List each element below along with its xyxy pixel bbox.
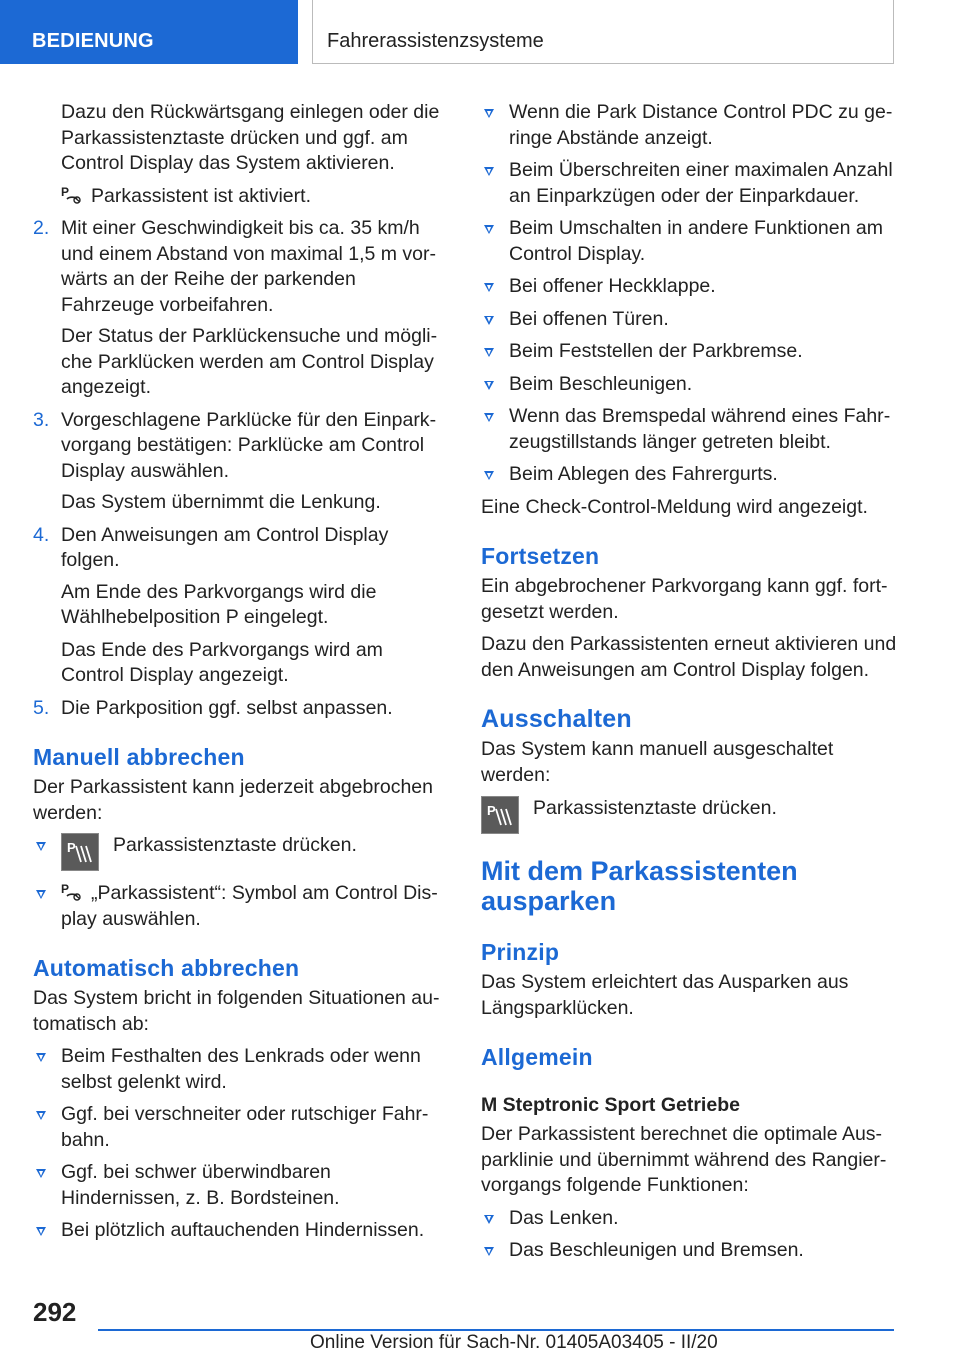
bullet-triangle-icon xyxy=(36,1227,46,1236)
prinzip-text: Das System erleichtert das Ausparken aus Längsparklücken. xyxy=(481,971,849,1019)
bullet-item xyxy=(481,100,901,151)
check-control-text: Eine Check-Control-Meldung wird angezeigt. xyxy=(481,495,868,518)
bullet-triangle-icon xyxy=(484,283,494,292)
bullet-text: „Parkassistent“: Symbol am Control Display auswählen. xyxy=(61,882,438,930)
bullet-triangle-icon xyxy=(484,109,494,118)
step-subtext: Das System übernimmt die Lenkung. xyxy=(61,491,381,513)
ausschalten-button-text: Parkassistenztaste drücken. xyxy=(533,797,777,819)
step-number: 5. xyxy=(33,696,50,719)
steptronic-text: Der Parkassistent berechnet die optimale Ausparklinie und übernimmt während des Rangiervorgangs folgende Funktionen: xyxy=(481,1123,887,1196)
bullet-item xyxy=(481,307,901,333)
bullet-triangle-icon xyxy=(484,1215,494,1224)
fortsetzen-text-2: Dazu den Parkassistenten erneut aktivieren und den Anweisungen am Control Display folgen. xyxy=(481,633,897,681)
step-number: 4. xyxy=(33,523,50,546)
bullet-item xyxy=(33,1044,448,1095)
step-5 xyxy=(33,696,448,722)
bullet-text: Beim Beschleunigen. xyxy=(509,372,693,395)
bullet-text: Bei offener Heckklappe. xyxy=(509,275,716,297)
bullet-triangle-icon xyxy=(484,225,494,234)
bullet-item xyxy=(481,1238,901,1264)
svg-text:P: P xyxy=(487,803,496,818)
bullet-text: Wenn die Park Distance Control PDC zu geringe Abstände anzeigt. xyxy=(509,101,893,149)
bullet-item xyxy=(33,1102,448,1153)
heading-manuell-abbrechen: Manuell abbrechen xyxy=(33,744,245,770)
bullet-item xyxy=(481,462,901,488)
bullet-text: Beim Umschalten in andere Funktionen am Control Display. xyxy=(509,217,883,265)
bullet-item xyxy=(481,404,901,455)
bullet-text: Das Beschleunigen und Bremsen. xyxy=(509,1239,804,1261)
heading-ausschalten: Ausschalten xyxy=(481,705,632,733)
heading-automatisch-abbrechen: Automatisch abbrechen xyxy=(33,955,300,981)
bullet-item xyxy=(481,372,901,398)
manual-text: Der Parkassistent kann jederzeit abgebrochen werden: xyxy=(33,776,433,824)
bullet-triangle-icon xyxy=(36,890,46,899)
left-column xyxy=(33,100,448,1251)
footer-text: Online Version für Sach-Nr. 01405A03405 - II/20 xyxy=(310,1332,718,1353)
bullet-triangle-icon xyxy=(484,167,494,176)
bullet-item xyxy=(33,881,448,932)
bullet-text: Beim Überschreiten einer maximalen Anzahl an Einparkzügen oder der Einparkdauer. xyxy=(509,159,893,207)
bullet-text: Beim Feststellen der Parkbremse. xyxy=(509,340,803,362)
bullet-triangle-icon xyxy=(484,381,494,390)
step-2 xyxy=(33,216,448,401)
bullet-text: Ggf. bei schwer überwindbaren Hindernissen, z. B. Bordsteinen. xyxy=(61,1161,340,1209)
step-subtext: Der Status der Parklückensuche und mögliche Parklücken werden am Control Display angezeigt. xyxy=(61,325,438,398)
heading-fortsetzen: Fortsetzen xyxy=(481,543,600,569)
bullet-text: Bei plötzlich auftauchenden Hindernissen. xyxy=(61,1219,425,1241)
parking-assistant-symbol-icon xyxy=(61,185,85,205)
bullet-triangle-icon xyxy=(36,1111,46,1120)
bullet-item xyxy=(481,339,901,365)
footer-divider xyxy=(98,1329,894,1331)
intro-symbol-line xyxy=(33,184,448,210)
step-text: Die Parkposition ggf. selbst anpassen. xyxy=(61,696,393,719)
bullet-text: Beim Festhalten des Lenkrads oder wenn selbst gelenkt wird. xyxy=(61,1045,421,1093)
page-number: 292 xyxy=(33,1297,77,1327)
bullet-item xyxy=(33,833,448,871)
bullet-item xyxy=(481,274,901,300)
bullet-text: Beim Ablegen des Fahrergurts. xyxy=(509,463,778,485)
parking-assistant-symbol-icon xyxy=(61,882,85,902)
step-text: Vorgeschlagene Parklücke für den Einparkvorgang bestätigen: Parklücke am Control Display auswählen. xyxy=(61,408,437,482)
bullet-text: Wenn das Bremspedal während eines Fahrzeugstillstands länger getreten bleibt. xyxy=(509,405,891,453)
heading-steptronic: M Steptronic Sport Getriebe xyxy=(481,1094,740,1116)
section-title: BEDIENUNG xyxy=(0,0,298,64)
bullet-item xyxy=(33,1218,448,1244)
step-4 xyxy=(33,523,448,689)
svg-text:P: P xyxy=(61,882,70,896)
bullet-triangle-icon xyxy=(484,348,494,357)
intro-paragraph: Dazu den Rückwärtsgang einlegen oder die Parkassistenztaste drücken und ggf. am Control Display das System aktivieren. xyxy=(61,101,440,174)
right-column xyxy=(481,100,901,1271)
bullet-item xyxy=(33,1160,448,1211)
heading-mit-dem-parkassistenten: Mit dem Parkassistenten ausparken xyxy=(481,856,798,916)
heading-prinzip: Prinzip xyxy=(481,939,560,965)
fortsetzen-text-1: Ein abgebrochener Parkvorgang kann ggf. fortgesetzt werden. xyxy=(481,575,888,623)
step-text: Den Anweisungen am Control Display folgen. xyxy=(61,523,389,571)
bullet-triangle-icon xyxy=(36,1169,46,1178)
bullet-item xyxy=(481,1206,901,1232)
step-number: 2. xyxy=(33,217,50,239)
bullet-text: Bei offenen Türen. xyxy=(509,307,669,330)
parking-assistant-button-icon xyxy=(481,796,519,834)
auto-text: Das System bricht in folgenden Situationen automatisch ab: xyxy=(33,987,440,1035)
bullet-triangle-icon xyxy=(36,842,46,851)
bullet-item xyxy=(481,158,901,209)
ausschalten-text: Das System kann manuell ausgeschaltet werden: xyxy=(481,738,834,786)
step-number: 3. xyxy=(33,408,50,431)
bullet-triangle-icon xyxy=(484,316,494,325)
bullet-triangle-icon xyxy=(484,471,494,480)
step-text: Mit einer Geschwindigkeit bis ca. 35 km/h und einem Abstand von maximal 1,5 m vorwärts an der Reihe der parkenden Fahrzeuge vorbeifahren. xyxy=(61,217,437,316)
svg-text:P: P xyxy=(67,840,76,855)
bullet-text: Parkassistenztaste drücken. xyxy=(113,834,357,856)
bullet-text: Das Lenken. xyxy=(509,1206,619,1229)
svg-text:P: P xyxy=(61,184,70,199)
ausschalten-button-row xyxy=(481,796,901,834)
bullet-triangle-icon xyxy=(484,413,494,422)
bullet-text: Ggf. bei verschneiter oder rutschiger Fahrbahn. xyxy=(61,1103,429,1151)
step-subtext: Am Ende des Parkvorgangs wird die Wählhebelposition P eingelegt. xyxy=(61,580,377,628)
chapter-title: Fahrerassistenzsysteme xyxy=(312,0,894,64)
heading-allgemein: Allgemein xyxy=(481,1044,593,1070)
bullet-triangle-icon xyxy=(484,1247,494,1256)
parking-assistant-button-icon xyxy=(61,833,99,871)
page-header xyxy=(0,0,960,66)
bullet-triangle-icon xyxy=(36,1053,46,1062)
bullet-item xyxy=(481,216,901,267)
intro-symbol-text: Parkassistent ist aktiviert. xyxy=(91,184,311,207)
step-subtext: Das Ende des Parkvorgangs wird am Control Display angezeigt. xyxy=(61,638,383,686)
step-3 xyxy=(33,408,448,516)
